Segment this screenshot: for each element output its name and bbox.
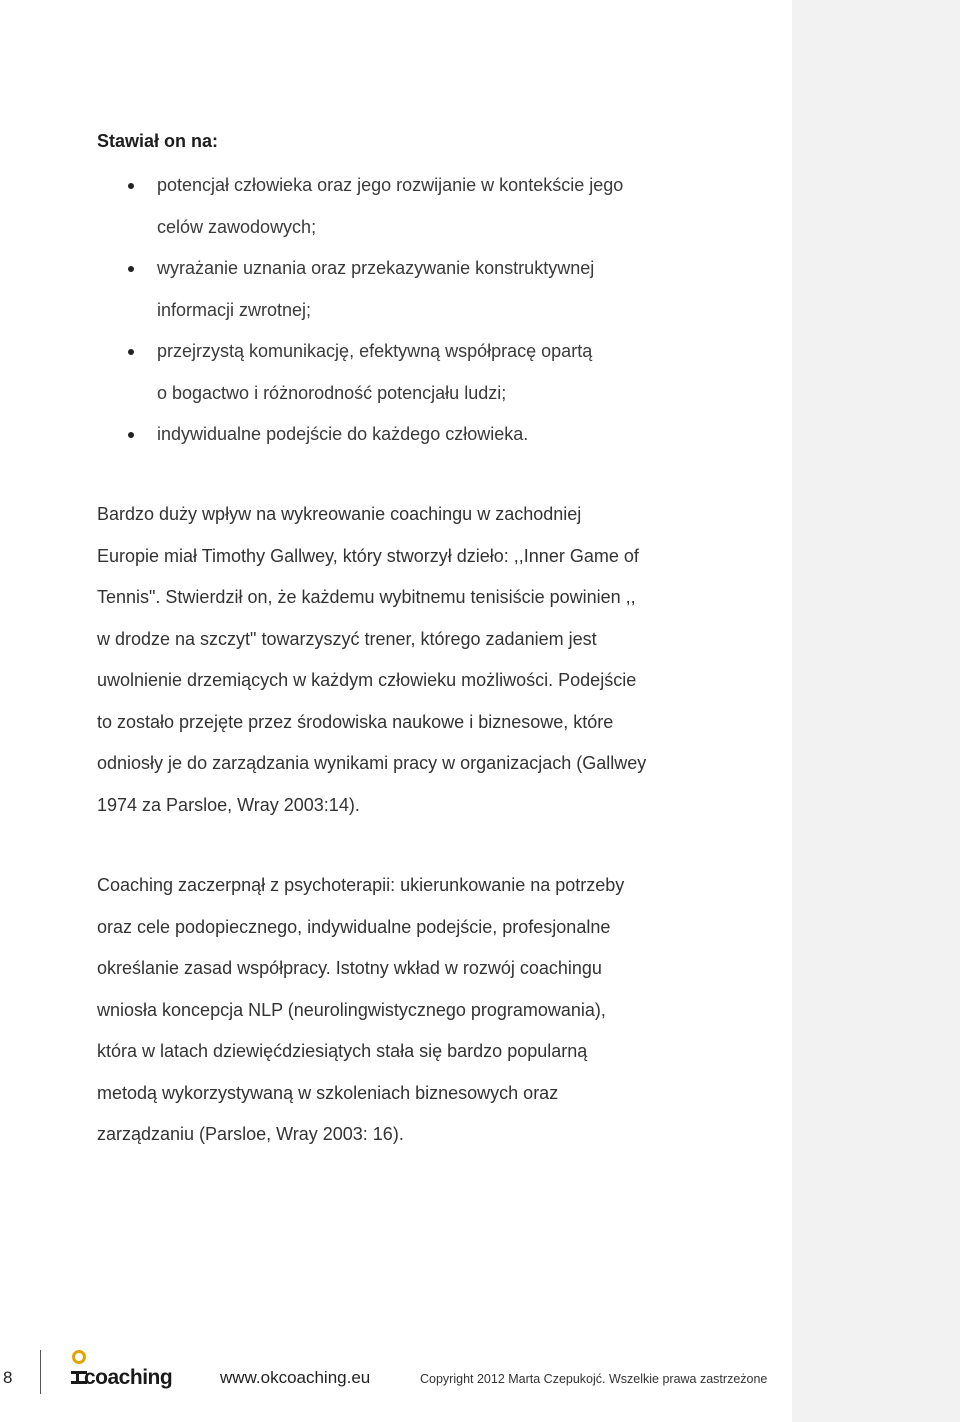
section-heading: Stawiał on na:	[97, 131, 219, 151]
page-number: 8	[3, 1368, 13, 1387]
bullet-item	[97, 248, 717, 331]
paragraph-line: odniosły je do zarządzania wynikami pracy w organizacjach (Gallwey	[97, 753, 647, 773]
paragraph-line: oraz cele podopiecznego, indywidualne podejście, profesjonalne	[97, 916, 611, 937]
paragraph-gallwey	[97, 494, 737, 826]
bullet-list	[97, 165, 717, 456]
bullet-line: potencjał człowieka oraz jego rozwijanie w kontekście jego	[157, 175, 624, 195]
bullet-dot-icon	[128, 349, 134, 355]
bullet-dot-icon	[128, 432, 134, 438]
paragraph-psychotherapy	[97, 865, 737, 1156]
bullet-line: indywidualne podejście do każdego człowieka.	[157, 424, 529, 444]
footer-divider	[40, 1350, 41, 1394]
paragraph-line: to zostało przejęte przez środowiska naukowe i biznesowe, które	[97, 711, 614, 732]
paragraph-line: określanie zasad współpracy. Istotny wkład w rozwój coachingu	[97, 958, 602, 978]
bullet-line: o bogactwo i różnorodność potencjału ludzi;	[157, 382, 507, 403]
paragraph-line: Bardzo duży wpływ na wykreowanie coachingu w zachodniej	[97, 504, 582, 524]
paragraph-line: uwolnienie drzemiących w każdym człowieku możliwości. Podejście	[97, 670, 637, 690]
copyright-notice: Copyright 2012 Marta Czepukojć. Wszelkie prawa zastrzeżone	[420, 1372, 768, 1386]
bullet-line: informacji zwrotnej;	[157, 299, 312, 320]
okcoaching-logo	[68, 1350, 178, 1396]
side-margin-panel	[792, 0, 960, 1422]
paragraph-line: 1974 za Parsloe, Wray 2003:14).	[97, 794, 360, 815]
paragraph-line: która w latach dziewięćdziesiątych stała się bardzo popularną	[97, 1041, 588, 1061]
paragraph-line: Tennis". Stwierdził on, że każdemu wybitnemu tenisiście powinien ,,	[97, 587, 636, 607]
bullet-line: wyrażanie uznania oraz przekazywanie konstruktywnej	[157, 258, 595, 278]
bullet-line: przejrzystą komunikację, efektywną współpracę opartą	[157, 341, 593, 361]
page-footer	[0, 1346, 792, 1406]
bullet-item	[97, 414, 717, 456]
paragraph-line: Coaching zaczerpnął z psychoterapii: ukierunkowanie na potrzeby	[97, 875, 625, 895]
logo-circle-icon	[72, 1350, 86, 1364]
bullet-item	[97, 165, 717, 248]
paragraph-line: wniosła koncepcja NLP (neurolingwistycznego programowania),	[97, 999, 606, 1020]
paragraph-line: Europie miał Timothy Gallwey, który stworzył dzieło: ,,Inner Game of	[97, 545, 639, 566]
bullet-dot-icon	[128, 266, 134, 272]
paragraph-line: w drodze na szczyt" towarzyszyć trener, którego zadaniem jest	[97, 628, 597, 649]
bullet-dot-icon	[128, 183, 134, 189]
bullet-line: celów zawodowych;	[157, 216, 317, 237]
bullet-item	[97, 331, 717, 414]
paragraph-line: metodą wykorzystywaną w szkoleniach biznesowych oraz	[97, 1082, 559, 1103]
website-link[interactable]: www.okcoaching.eu	[220, 1368, 371, 1387]
logo-text: coaching	[84, 1366, 173, 1389]
paragraph-line: zarządzaniu (Parsloe, Wray 2003: 16).	[97, 1124, 404, 1144]
